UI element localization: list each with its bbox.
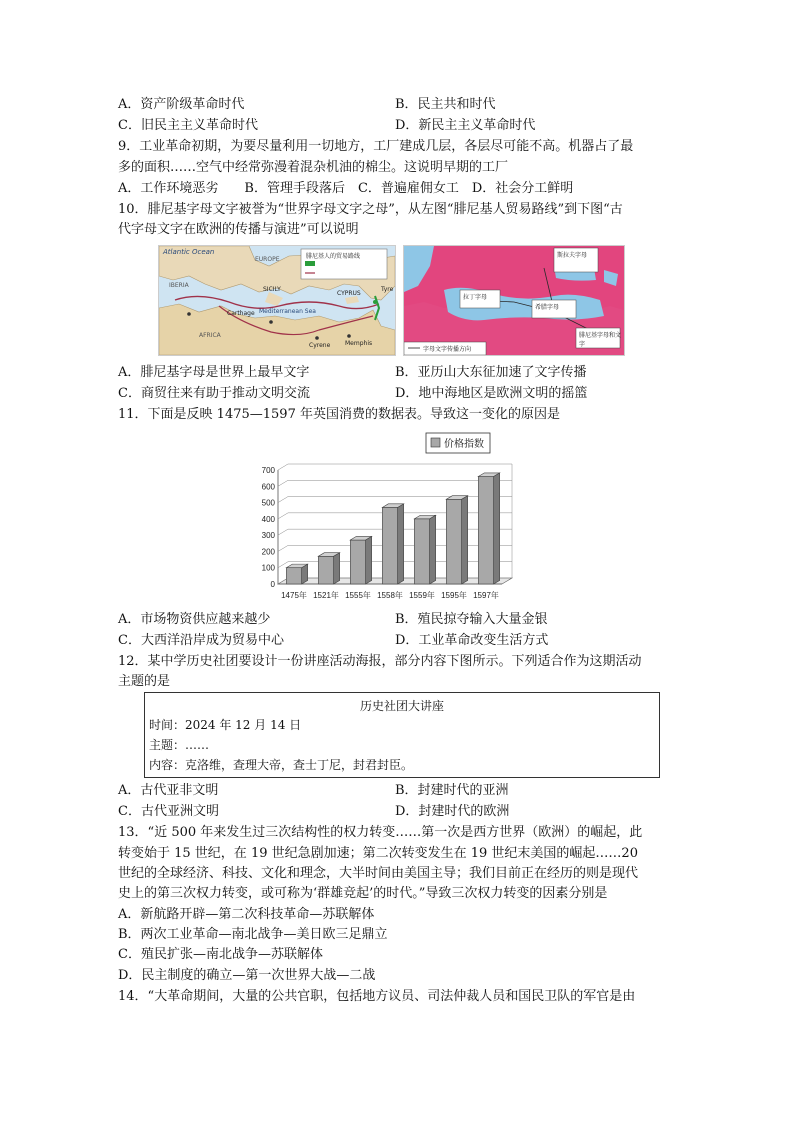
bar-side <box>334 553 340 584</box>
map1-legend-title: 腓尼基人的贸易路线 <box>306 253 361 260</box>
map2-slavic-label: 斯拉夫字母 <box>557 252 588 259</box>
q12-option-a: A．古代亚非文明 <box>118 783 219 798</box>
map1-africa-label: AFRICA <box>199 332 221 339</box>
bar-side <box>302 564 308 584</box>
x-tick-label: 1558年 <box>377 591 403 600</box>
map2-latin-label: 拉丁字母 <box>463 294 488 301</box>
map2-greek-label: 希腊字母 <box>535 304 560 311</box>
q8-option-d: D．新民主主义革命时代 <box>395 118 536 133</box>
x-tick-label: 1597年 <box>473 591 499 600</box>
q9-options: A．工作环境恶劣 B．管理手段落后 C．普遍雇佣女工 D．社会分工鲜明 <box>118 181 574 196</box>
x-tick-label: 1521年 <box>313 591 339 600</box>
x-tick-label: 1555年 <box>345 591 371 600</box>
q12-stem-line2: 主题的是 <box>118 674 171 689</box>
bar-side <box>398 504 404 584</box>
bar <box>350 540 365 584</box>
q10-option-a: A．腓尼基字母是世界上最早文字 <box>118 365 310 380</box>
map1-cyrene-label: Cyrene <box>309 342 331 349</box>
map1-tyre-label: Tyre <box>381 286 394 293</box>
alphabet-spread-map <box>403 245 625 356</box>
poster-title: 历史社团大讲座 <box>359 699 444 713</box>
poster-content: 内容：克洛维，查理大帝，查士丁尼，封君封臣。 <box>149 758 414 772</box>
map1-sea-label: Mediterranean Sea <box>259 308 316 315</box>
map1-atlantic-label: Atlantic Ocean <box>163 248 215 256</box>
map1-sicily-label: SICILY <box>263 286 281 293</box>
map1-carthage-label: Carthage <box>227 310 255 317</box>
q14-stem: 14．“大革命期间，大量的公共官职，包括地方议员、司法仲裁人员和国民卫队的军官是由 <box>118 989 636 1004</box>
lecture-poster <box>144 692 660 778</box>
map2-legend: 字母文字传播方向 <box>423 346 472 353</box>
q13-stem-line2: 转变始于 15 世纪，在 19 世纪急剧加速；第二次转变发生在 19 世纪末美国的崛起……20 <box>118 846 638 861</box>
map2-phoenician-label: 腓尼基字母和文字 <box>579 332 622 348</box>
bar-side <box>462 496 468 584</box>
x-tick-label: 1559年 <box>409 591 435 600</box>
y-tick-label: 400 <box>261 514 275 524</box>
gridline-diagonal <box>278 464 288 470</box>
q12-option-d: D．封建时代的欧洲 <box>395 804 510 819</box>
y-tick-label: 500 <box>261 498 275 508</box>
map1-memphis-label: Memphis <box>345 340 373 347</box>
y-tick-label: 600 <box>261 482 275 492</box>
q11-option-a: A．市场物资供应越来越少 <box>118 612 271 627</box>
bar <box>446 499 461 584</box>
bar <box>286 568 301 584</box>
legend-swatch <box>431 438 440 447</box>
phoenician-trade-map <box>158 245 396 356</box>
q13-option-a: A．新航路开辟—第二次科技革命—苏联解体 <box>118 907 375 922</box>
q11-stem: 11．下面是反映 1475—1597 年英国消费的数据表。导致这一变化的原因是 <box>118 407 560 422</box>
gridline-diagonal <box>278 480 288 486</box>
q11-option-d: D．工业革命改变生活方式 <box>395 633 549 648</box>
y-tick-label: 200 <box>261 547 275 557</box>
q12-stem-line1: 12．某中学历史社团要设计一份讲座活动海报，部分内容下图所示。下列适合作为这期活动 <box>118 654 642 669</box>
gridline-diagonal <box>278 545 288 551</box>
q8-option-c: C．旧民主主义革命时代 <box>118 118 258 133</box>
q10-stem-line1: 10．腓尼基字母文字被誉为“世界字母文字之母”，从左图“腓尼基人贸易路线”到下图“古 <box>118 202 623 217</box>
q11-option-c: C．大西洋沿岸成为贸易中心 <box>118 633 284 648</box>
bar-side <box>430 515 436 584</box>
q8-option-a: A．资产阶级革命时代 <box>118 97 245 112</box>
q9-stem-line2: 多的面积……空气中经常弥漫着混杂机油的棉尘。这说明早期的工厂 <box>118 160 509 175</box>
q10-option-c: C．商贸往来有助于推动文明交流 <box>118 386 310 401</box>
gridline-diagonal <box>278 513 288 519</box>
q13-option-c: C．殖民扩张—南北战争—苏联解体 <box>118 947 323 962</box>
bar <box>382 507 397 584</box>
bar-side <box>494 473 500 584</box>
y-tick-label: 700 <box>261 466 275 475</box>
q13-stem-line1: 13．“近 500 年来发生过三次结构性的权力转变……第一次是西方世界（欧洲）的崛起，此 <box>118 825 643 840</box>
gridline-diagonal <box>278 529 288 535</box>
q12-option-b: B．封建时代的亚洲 <box>395 783 509 798</box>
bar <box>478 477 493 584</box>
q11-option-b: B．殖民掠夺输入大量金银 <box>395 612 548 627</box>
bar <box>318 556 333 584</box>
q13-option-b: B．两次工业革命—南北战争—美日欧三足鼎立 <box>118 927 388 942</box>
legend-label: 价格指数 <box>444 439 484 450</box>
q10-option-b: B．亚历山大东征加速了文字传播 <box>395 365 587 380</box>
poster-theme: 主题：…… <box>149 738 210 752</box>
q8-option-b: B．民主共和时代 <box>395 97 496 112</box>
gridline-diagonal <box>278 562 288 568</box>
q10-option-d: D．地中海地区是欧洲文明的摇篮 <box>395 386 588 401</box>
bar <box>414 519 429 584</box>
q13-stem-line3: 世纪的全球经济、科技、文化和理念，大半时间由美国主导；我们目前正在经历的则是现代 <box>118 866 639 881</box>
gridline-diagonal <box>278 497 288 503</box>
bar-side <box>366 536 372 584</box>
map1-iberia-label: IBERIA <box>169 282 189 289</box>
map1-europe-label: EUROPE <box>255 256 280 263</box>
q13-stem-line4: 史上的第三次权力转变，或可称为‘群雄竞起’的时代。”导致三次权力转变的因素分别是 <box>118 886 608 901</box>
price-index-chart-svg <box>250 432 550 602</box>
y-tick-label: 300 <box>261 531 275 541</box>
y-tick-label: 0 <box>270 580 275 589</box>
y-tick-label: 100 <box>261 563 275 573</box>
q10-stem-line2: 代字母文字在欧洲的传播与演进”可以说明 <box>118 222 359 237</box>
q9-stem-line1: 9．工业革命初期，为要尽量利用一切地方，工厂建成几层，各层尽可能不高。机器占了最 <box>118 139 634 154</box>
price-index-chart <box>250 432 550 602</box>
x-tick-label: 1475年 <box>281 591 307 600</box>
poster-time: 时间：2024 年 12 月 14 日 <box>149 718 302 732</box>
map1-cyprus-label: CYPRUS <box>337 290 361 297</box>
x-tick-label: 1595年 <box>441 591 467 600</box>
q12-option-c: C．古代亚洲文明 <box>118 804 219 819</box>
q13-option-d: D．民主制度的确立—第一次世界大战—二战 <box>118 968 376 983</box>
